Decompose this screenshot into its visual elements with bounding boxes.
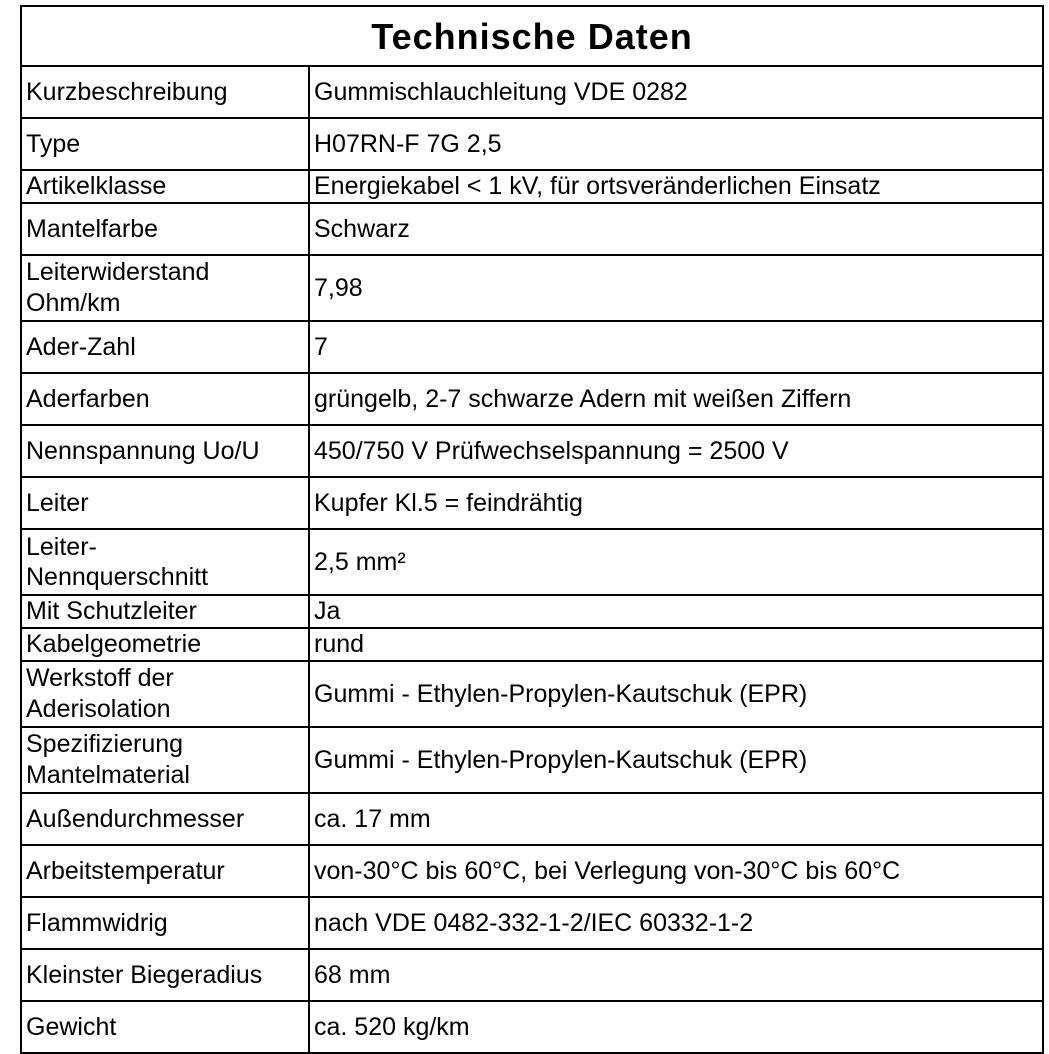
row-value: rund xyxy=(309,628,1043,661)
table-row xyxy=(21,321,1043,373)
row-label: Mantelfarbe xyxy=(21,203,309,255)
row-label: Kabelgeometrie xyxy=(21,628,309,661)
row-label: Flammwidrig xyxy=(21,897,309,949)
row-value: 7,98 xyxy=(309,255,1043,321)
table-row xyxy=(21,170,1043,203)
row-label: Artikelklasse xyxy=(21,170,309,203)
table-row xyxy=(21,1001,1043,1053)
row-label: Außendurchmesser xyxy=(21,793,309,845)
row-label: Arbeitstemperatur xyxy=(21,845,309,897)
row-value: Gummischlauchleitung VDE 0282 xyxy=(309,66,1043,118)
row-value: von-30°C bis 60°C, bei Verlegung von-30°C bis 60°C xyxy=(309,845,1043,897)
row-value: Schwarz xyxy=(309,203,1043,255)
table-row xyxy=(21,373,1043,425)
row-label: Aderfarben xyxy=(21,373,309,425)
row-label: Ader-Zahl xyxy=(21,321,309,373)
row-label: Kurzbeschreibung xyxy=(21,66,309,118)
row-value: Gummi - Ethylen-Propylen-Kautschuk (EPR) xyxy=(309,727,1043,793)
row-label: Kleinster Biegeradius xyxy=(21,949,309,1001)
table-row xyxy=(21,793,1043,845)
table-row xyxy=(21,477,1043,529)
row-value: grüngelb, 2-7 schwarze Adern mit weißen Ziffern xyxy=(309,373,1043,425)
row-label: Nennspannung Uo/U xyxy=(21,425,309,477)
table-row xyxy=(21,255,1043,321)
table-row xyxy=(21,203,1043,255)
row-value: Kupfer Kl.5 = feindrähtig xyxy=(309,477,1043,529)
row-value: 7 xyxy=(309,321,1043,373)
table-row xyxy=(21,628,1043,661)
row-value: nach VDE 0482-332-1-2/IEC 60332-1-2 xyxy=(309,897,1043,949)
row-label-text: Leiter- Nennquerschnitt xyxy=(26,533,209,591)
table-row xyxy=(21,949,1043,1001)
technical-data-table xyxy=(20,5,1044,1054)
row-value: Ja xyxy=(309,595,1043,628)
table-row xyxy=(21,529,1043,595)
table-row xyxy=(21,595,1043,628)
row-label: Leiter xyxy=(21,477,309,529)
row-value: ca. 520 kg/km xyxy=(309,1001,1043,1053)
row-value: Gummi - Ethylen-Propylen-Kautschuk (EPR) xyxy=(309,661,1043,727)
table-row xyxy=(21,661,1043,727)
table-row xyxy=(21,845,1043,897)
row-value: 68 mm xyxy=(309,949,1043,1001)
row-label: Gewicht xyxy=(21,1001,309,1053)
row-label xyxy=(21,529,309,595)
row-value: 2,5 mm² xyxy=(309,529,1043,595)
table-row xyxy=(21,425,1043,477)
row-label: Spezifizierung Mantelmaterial xyxy=(21,727,309,793)
row-label: Leiterwiderstand Ohm/km xyxy=(21,255,309,321)
table-row xyxy=(21,118,1043,170)
row-value: 450/750 V Prüfwechselspannung = 2500 V xyxy=(309,425,1043,477)
table-title: Technische Daten xyxy=(21,6,1043,66)
table-row xyxy=(21,897,1043,949)
row-value: ca. 17 mm xyxy=(309,793,1043,845)
title-row xyxy=(21,6,1043,66)
row-value: H07RN-F 7G 2,5 xyxy=(309,118,1043,170)
table-row xyxy=(21,727,1043,793)
row-label: Werkstoff der Aderisolation xyxy=(21,661,309,727)
row-label: Mit Schutzleiter xyxy=(21,595,309,628)
table-row xyxy=(21,66,1043,118)
row-value: Energiekabel < 1 kV, für ortsveränderlichen Einsatz xyxy=(309,170,1043,203)
row-label: Type xyxy=(21,118,309,170)
